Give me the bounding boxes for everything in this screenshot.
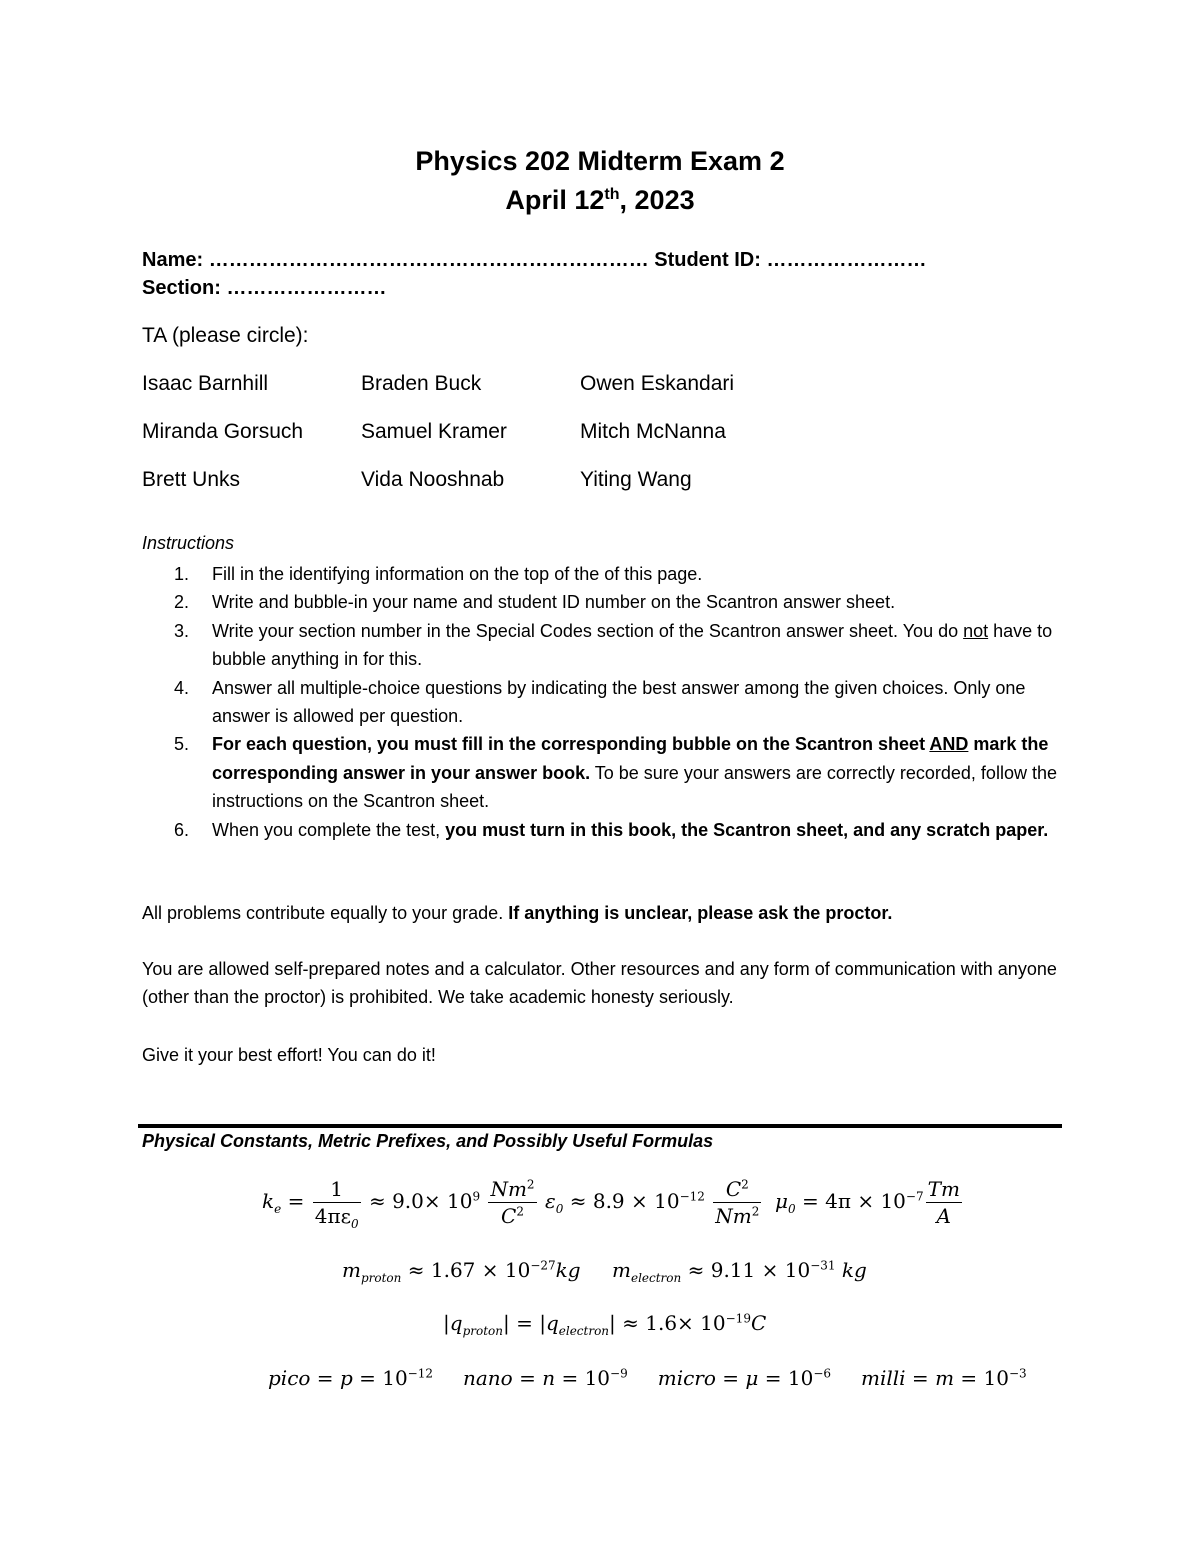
unit-denominator [713,1202,761,1229]
unit: kg [555,1258,581,1282]
name-student-id-row [142,246,926,274]
instruction-item [142,560,1062,588]
instruction-item [142,617,1062,674]
prefix-micro: micro = $\mu = 10^{-6}$ [657,1366,832,1390]
exponent: 2 [741,1177,749,1192]
instruction-number: 3. [174,620,190,641]
unit-numerator [488,1176,536,1202]
value: ≈ 9.11 × 10 [681,1258,811,1282]
instruction-number: 4. [174,677,190,698]
constants-heading: Physical Constants, Metric Prefixes, and Possibly Useful Formulas [142,1131,714,1151]
symbol: k [262,1189,275,1213]
prefix-symbol: m [935,1366,955,1390]
exponent: −7 [905,1189,924,1204]
ta-name[interactable]: Mitch McNanna [580,420,726,443]
instruction-text: When you complete the test, [212,819,446,840]
subscript: e [274,1202,282,1216]
subscript: 0 [350,1217,359,1231]
unit-denominator [488,1202,536,1229]
instruction-bold-text: you must turn in this book, the Scantron sheet, and any scratch paper. [445,819,1049,840]
unit-text: Nm [490,1177,527,1201]
instruction-emphasis: AND [929,734,969,755]
metric-prefixes-row [268,1366,1027,1390]
value: | ≈ 1.6× 10 [609,1311,726,1335]
date-superscript: th [604,186,620,203]
instruction-item [142,588,1062,616]
date-main: April 12 [505,185,605,215]
value: = 4π × 10 [795,1189,906,1213]
unit-denominator: A [936,1204,951,1228]
unit-text: Nm [715,1204,752,1228]
instruction-item [142,816,1062,844]
instruction-emphasis: not [963,620,989,641]
exponent: −12 [679,1189,705,1204]
ta-name[interactable]: Owen Eskandari [580,372,735,395]
section-divider [138,1124,1062,1128]
value: ≈ 1.67 × 10 [401,1258,531,1282]
exponent: −31 [810,1258,836,1273]
instructions-heading: Instructions [142,533,235,553]
exponent: −12 [407,1366,433,1381]
prefix-milli: milli = $m = 10^{-3}$ [861,1366,1027,1390]
unit-fraction [713,1176,761,1229]
instruction-bold-text: For each question, you must fill in the corresponding bubble on the Scantron sheet [212,734,930,755]
exponent: −19 [725,1311,751,1326]
unit-text: C [501,1204,517,1228]
prefix-name: pico [268,1366,311,1390]
instruction-text: Write and bubble-in your name and student ID number on the Scantron answer sheet. [212,592,896,613]
ta-name[interactable]: Braden Buck [361,372,482,395]
operator: = [281,1189,311,1213]
symbol: q [449,1311,463,1335]
ta-name[interactable]: Yiting Wang [580,468,692,491]
exponent: 2 [516,1204,524,1219]
instruction-item [142,730,1062,815]
prefix-name: nano [463,1366,513,1390]
fraction [313,1176,361,1229]
abs-bar: | [443,1311,450,1335]
subscript: 0 [555,1202,564,1216]
unit-text: C [725,1177,742,1201]
elementary-charge-formula [443,1311,767,1338]
symbol: m [612,1258,631,1282]
unit-numerator: Tm [927,1177,960,1201]
ta-name[interactable]: Samuel Kramer [361,420,507,443]
prefix-symbol: n [542,1366,556,1390]
instruction-item [142,674,1062,731]
instruction-text: Fill in the identifying information on the top of the of this page. [212,564,703,584]
ta-name[interactable]: Vida Nooshnab [361,468,505,491]
unit-fraction [926,1176,962,1229]
unit: C [750,1311,767,1335]
instructions-list [142,560,1062,844]
ta-name[interactable]: Miranda Gorsuch [142,420,304,443]
subscript: proton [360,1271,402,1285]
name-field[interactable]: Name: ………………………………………………………… [142,249,655,271]
instruction-number: 6. [174,819,190,840]
unit-numerator [713,1176,761,1202]
prefix-nano: nano = $n = 10^{-9}$ [463,1366,628,1390]
prefix-symbol: μ [745,1366,759,1390]
instruction-text: To be sure your answers are correctly recorded, follow the instructions on the Scantron sheet. [212,762,1057,812]
unit-fraction [488,1176,536,1229]
subscript: electron [630,1271,682,1285]
student-id-field[interactable]: Student ID: …………………… [654,249,927,271]
section-field[interactable]: Section: …………………… [142,277,387,299]
honesty-paragraph: You are allowed self-prepared notes and a calculator. Other resources and any form of communication with anyone (other than the proctor) is prohibited. We take academic honesty seriously. [142,959,1057,1008]
date-year: , 2023 [619,185,695,215]
ta-name[interactable]: Brett Unks [142,468,241,491]
grading-text: All problems contribute equally to your grade. [142,903,509,923]
prefix-symbol: p [339,1366,353,1390]
instruction-number: 5. [174,734,190,755]
exam-title: Physics 202 Midterm Exam 2 [415,146,785,176]
encouragement-paragraph: Give it your best effort! You can do it! [142,1045,436,1065]
symbol: q [545,1311,559,1335]
numerator: 1 [313,1176,361,1203]
den-text: 4πε [314,1204,351,1228]
permeability-formula [775,1176,964,1229]
instruction-text: Write your section number in the Special Codes section of the Scantron answer sheet. You do [212,620,964,641]
exponent: −3 [1008,1366,1027,1381]
subscript: electron [558,1324,610,1338]
ta-name[interactable]: Isaac Barnhill [142,372,269,395]
instruction-bold-text: mark the corresponding answer in your answer book. [212,734,1049,783]
prefix-name: milli [861,1366,906,1390]
symbol: ε [545,1189,556,1213]
exponent: −9 [610,1366,628,1381]
ta-label: TA (please circle): [142,324,309,347]
prefix-pico: pico = $p = 10^{-12}$ [268,1366,433,1390]
unit: kg [835,1258,867,1282]
proctor-note: If anything is unclear, please ask the proctor. [508,903,893,923]
exponent: 2 [526,1177,535,1192]
subscript: proton [462,1324,503,1338]
proton-mass-formula [342,1258,581,1285]
exponent: 9 [472,1189,481,1204]
instruction-number: 1. [174,564,190,584]
instruction-text: Answer all multiple-choice questions by indicating the best answer among the given choices. Only one answer is allowed per question. [212,677,1026,727]
operator: | = | [502,1311,546,1335]
symbol: μ [775,1189,788,1213]
electron-mass-formula [612,1258,867,1285]
exam-date [0,183,1200,217]
coulomb-constant-formula [262,1176,539,1229]
instruction-number: 2. [174,592,190,613]
subscript: 0 [788,1202,796,1216]
denominator [313,1203,361,1229]
instruction-text: have to bubble anything in for this. [212,620,1053,670]
exponent: −27 [530,1258,556,1273]
symbol: m [342,1258,361,1282]
value: ≈ 9.0× 10 [362,1189,473,1213]
grading-paragraph [142,899,1072,927]
exponent: 2 [751,1204,760,1219]
permittivity-formula [545,1176,763,1229]
value: ≈ 8.9 × 10 [563,1189,680,1213]
exponent: −6 [813,1366,832,1381]
prefix-name: micro [657,1366,716,1390]
